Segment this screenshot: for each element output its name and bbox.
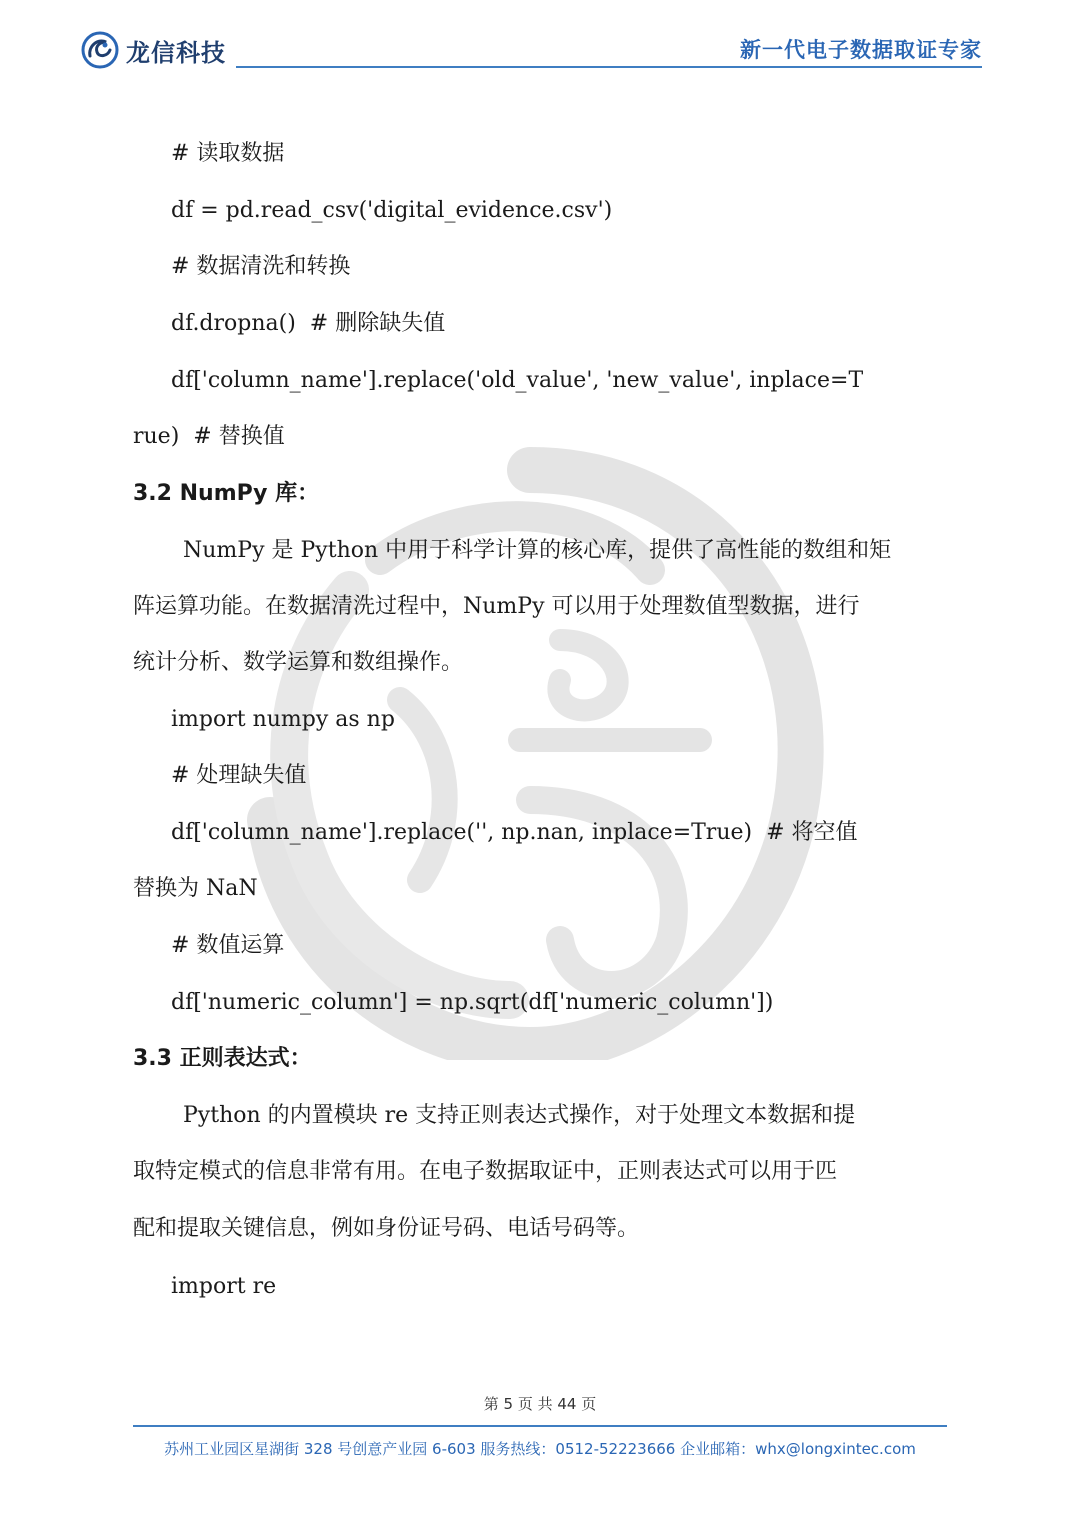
- paragraph-line: NumPy 是 Python 中用于科学计算的核心库，提供了高性能的数组和矩: [183, 538, 892, 563]
- paragraph-line: Python 的内置模块 re 支持正则表达式操作，对于处理文本数据和提: [183, 1103, 856, 1128]
- header-divider: [236, 66, 982, 68]
- code-line-continued: rue) # 替换值: [133, 424, 285, 449]
- longxin-watermark-icon: [230, 440, 830, 1060]
- paragraph-line: 取特定模式的信息非常有用。在电子数据取证中，正则表达式可以用于匹: [133, 1159, 838, 1184]
- code-line-continued: 替换为 NaN: [133, 876, 258, 901]
- paragraph-line: 阵运算功能。在数据清洗过程中，NumPy 可以用于处理数值型数据，进行: [133, 594, 860, 619]
- code-line: df = pd.read_csv('digital_evidence.csv'): [171, 198, 613, 223]
- code-comment: # 数值运算: [171, 933, 285, 958]
- header-slogan: 新一代电子数据取证专家: [740, 38, 982, 62]
- page-number: 第 5 页 共 44 页: [483, 1395, 597, 1413]
- code-line: import re: [171, 1274, 277, 1299]
- code-comment: # 数据清洗和转换: [171, 254, 351, 279]
- code-line: df['column_name'].replace('old_value', 'new_value', inplace=T: [171, 368, 864, 393]
- footer-contact: 苏州工业园区星湖街 328 号创意产业园 6-603 服务热线：0512-52223666 企业邮箱：whx@longxintec.com: [164, 1440, 916, 1458]
- paragraph-line: 统计分析、数学运算和数组操作。: [133, 650, 464, 675]
- company-name: 龙信科技: [126, 38, 226, 67]
- paragraph-line: 配和提取关键信息，例如身份证号码、电话号码等。: [133, 1216, 640, 1241]
- code-line: import numpy as np: [171, 707, 395, 732]
- longxin-logo-icon: [80, 30, 120, 70]
- code-comment: # 读取数据: [171, 141, 285, 166]
- company-logo: [80, 30, 226, 70]
- section-heading: 3.3 正则表达式：: [133, 1046, 312, 1071]
- code-line: df['numeric_column'] = np.sqrt(df['numeric_column']): [171, 990, 774, 1015]
- code-comment: # 处理缺失值: [171, 763, 307, 788]
- footer-divider: [133, 1425, 947, 1427]
- section-heading: 3.2 NumPy 库：: [133, 481, 320, 506]
- code-line: df.dropna() # 删除缺失值: [171, 311, 446, 336]
- code-line: df['column_name'].replace('', np.nan, inplace=True) # 将空值: [171, 820, 858, 845]
